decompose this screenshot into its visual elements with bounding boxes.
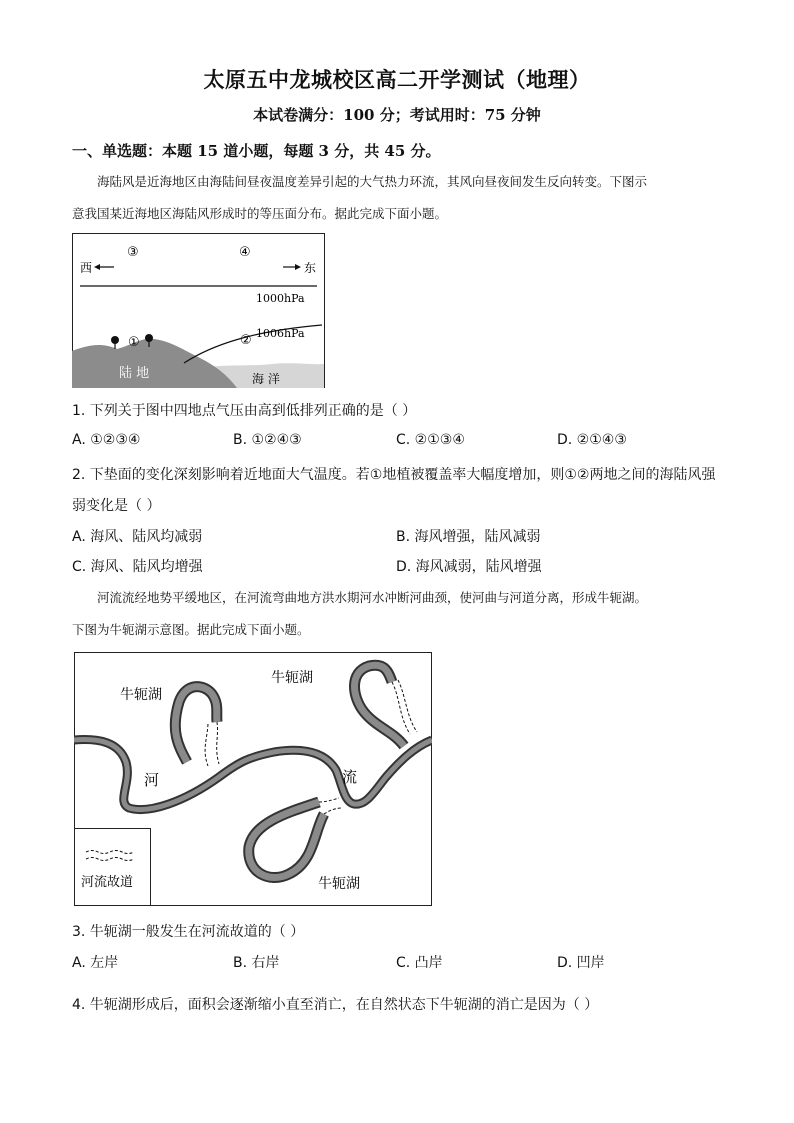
oxbow-lake-figure	[74, 652, 432, 906]
q3-option-c[interactable]: C. 凸岸	[396, 955, 443, 971]
oxbow-lake-right-label: 牛轭湖	[271, 670, 313, 686]
q2-option-a[interactable]: A. 海风、陆风均减弱	[72, 529, 203, 545]
page-title: 太原五中龙城校区高二开学测试（地理）	[203, 67, 591, 92]
section-heading: 一、单选题：本题 15 道小题，每题 3 分，共 45 分。	[72, 142, 441, 160]
intro-line: 海陆风是近海地区由海陆间昼夜温度差异引起的大气热力环流，其风向昼夜间发生反向转变。下图示	[97, 174, 648, 189]
question-2-stem-line-1: 2. 下垫面的变化深刻影响着近地面大气温度。若①地植被覆盖率大幅度增加，则①②两地之间的海陆风强	[72, 467, 716, 483]
west-label: 西	[80, 261, 93, 275]
q2-option-d[interactable]: D. 海风减弱，陆风增强	[396, 559, 542, 575]
intro-paragraph-1	[72, 166, 722, 230]
q1-option-d[interactable]: D. ②①④③	[557, 432, 627, 448]
isobar-1000-label: 1000hPa	[256, 292, 305, 305]
intro-line: 意我国某近海地区海陆风形成时的等压面分布。据此完成下面小题。	[72, 206, 448, 221]
point-1-label: ①	[128, 335, 140, 350]
oxbow-lake-bottom-label: 牛轭湖	[318, 876, 360, 892]
legend-label: 河流故道	[81, 875, 134, 890]
intro-line: 河流流经地势平缓地区，在河流弯曲地方洪水期河水冲断河曲颈，使河曲与河道分离，形成牛轭湖。	[97, 590, 648, 605]
oxbow-lake-left-label: 牛轭湖	[120, 687, 162, 703]
point-3-label: ③	[127, 245, 139, 260]
q1-option-a[interactable]: A. ①②③④	[72, 432, 141, 448]
river-label-1: 河	[144, 771, 160, 789]
q2-option-b[interactable]: B. 海风增强，陆风减弱	[396, 529, 541, 545]
q1-option-b[interactable]: B. ①②④③	[233, 432, 302, 448]
point-4-label: ④	[239, 245, 251, 260]
sea-land-breeze-figure	[72, 233, 325, 388]
isobar-1006-label: 1006hPa	[256, 327, 305, 340]
q3-option-b[interactable]: B. 右岸	[233, 955, 280, 971]
intro-line: 下图为牛轭湖示意图。据此完成下面小题。	[72, 622, 310, 637]
east-label: 东	[304, 261, 317, 275]
q3-option-a[interactable]: A. 左岸	[72, 955, 119, 971]
q3-option-d[interactable]: D. 凹岸	[557, 955, 605, 971]
question-2-stem-line-2: 弱变化是（ ）	[72, 498, 161, 514]
ocean-label: 海 洋	[252, 372, 280, 386]
q2-option-c[interactable]: C. 海风、陆风均增强	[72, 559, 203, 575]
question-1-stem: 1. 下列关于图中四地点气压由高到低排列正确的是（ ）	[72, 403, 417, 419]
river-label-2: 流	[342, 768, 358, 786]
point-2-label: ②	[240, 333, 252, 348]
question-3-stem: 3. 牛轭湖一般发生在河流故道的（ ）	[72, 924, 305, 940]
land-label: 陆 地	[119, 366, 150, 381]
q1-option-c[interactable]: C. ②①③④	[396, 432, 465, 448]
question-4-stem: 4. 牛轭湖形成后，面积会逐渐缩小直至消亡，在自然状态下牛轭湖的消亡是因为（ ）	[72, 997, 599, 1013]
intro-paragraph-2	[72, 582, 722, 646]
legend-box	[75, 829, 151, 906]
exam-info: 本试卷满分：100 分；考试用时：75 分钟	[253, 106, 541, 124]
